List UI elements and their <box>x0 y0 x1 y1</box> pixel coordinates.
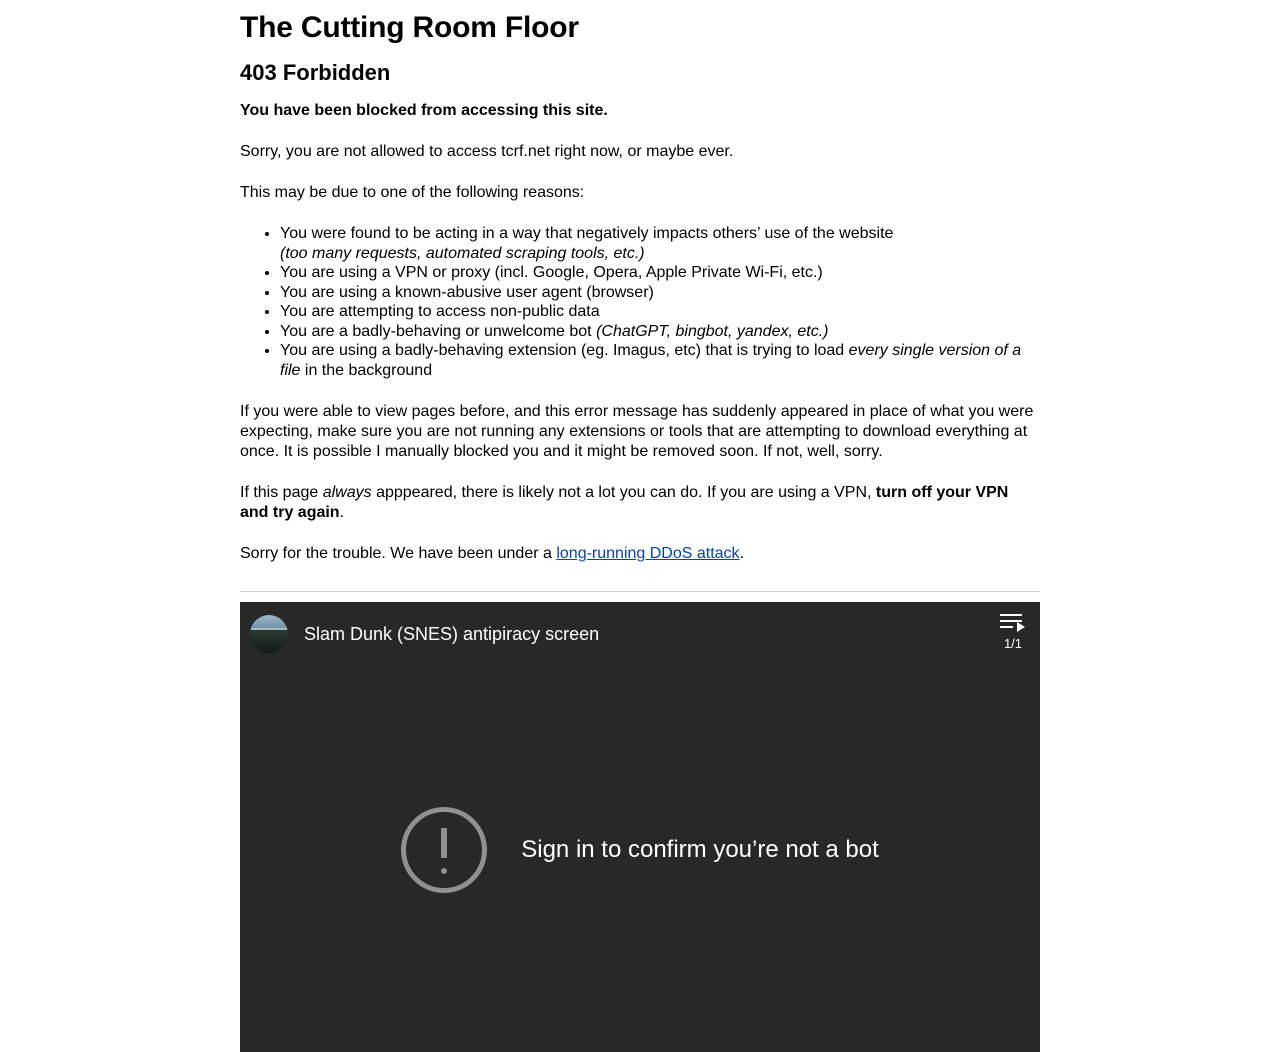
page-title: The Cutting Room Floor <box>240 11 579 44</box>
sorry-paragraph: Sorry, you are not allowed to access tcrf.net right now, or maybe ever. <box>240 143 734 160</box>
playlist-icon <box>1000 614 1026 632</box>
blocked-message: You have been blocked from accessing this site. <box>240 102 608 119</box>
list-item <box>280 263 1040 283</box>
vpn-text-before: If this page <box>240 484 323 502</box>
video-error-area <box>240 807 1040 893</box>
video-header <box>240 602 1040 666</box>
signin-message: Sign in to confirm you’re not a bot <box>521 836 879 864</box>
reason-text: You are using a badly-behaving extension (eg. Imagus, etc) that is trying to load <box>280 342 849 360</box>
trouble-text-before: Sorry for the trouble. We have been under a <box>240 545 557 563</box>
video-thumbnail-icon <box>250 615 288 653</box>
playlist-indicator[interactable] <box>1000 614 1026 651</box>
page-content <box>240 0 1040 1052</box>
list-item <box>280 302 1040 322</box>
list-item <box>280 341 1040 380</box>
vpn-text-after: . <box>339 504 345 522</box>
error-code-heading: 403 Forbidden <box>240 60 391 85</box>
reason-text: You are attempting to access non-public data <box>280 303 600 321</box>
reason-text: You are a badly-behaving or unwelcome bot <box>280 322 597 340</box>
list-item <box>280 322 1040 342</box>
reasons-intro: This may be due to one of the following reasons: <box>240 184 585 201</box>
list-item <box>280 283 1040 303</box>
warning-icon <box>401 807 487 893</box>
trouble-paragraph <box>240 544 1040 564</box>
reason-text-after: in the background <box>300 361 433 379</box>
reasons-list <box>240 224 1040 380</box>
ddos-attack-link[interactable]: long-running DDoS attack <box>556 545 740 563</box>
reason-text: You were found to be acting in a way that negatively impacts others’ use of the website <box>280 225 894 242</box>
extensions-paragraph: If you were able to view pages before, and this error message has suddenly appeared in place of what you were expecting, make sure you are not running any extensions or tools that are attempting to download everything at once. It is possible I manually blocked you and it might be removed soon. If not, well, sorry. <box>240 403 1034 461</box>
divider <box>240 591 1040 592</box>
trouble-text-after: . <box>739 545 745 563</box>
reason-note: (ChatGPT, bingbot, yandex, etc.) <box>596 322 829 340</box>
embedded-video-player[interactable] <box>240 602 1040 1052</box>
vpn-strong: turn off your VPN and try again <box>240 484 1009 522</box>
reason-text: You are using a VPN or proxy (incl. Google, Opera, Apple Private Wi-Fi, etc.) <box>280 264 823 282</box>
vpn-text-middle: apppeared, there is likely not a lot you can do. If you are using a VPN, <box>371 484 876 502</box>
playlist-count: 1/1 <box>1003 636 1023 652</box>
reason-note: (too many requests, automated scraping tools, etc.) <box>280 244 645 262</box>
list-item <box>280 224 1040 263</box>
reason-note: every single version of a file <box>280 342 1022 379</box>
vpn-paragraph <box>240 483 1040 523</box>
vpn-emphasis: always <box>322 484 372 502</box>
reason-text: You are using a known-abusive user agent (browser) <box>280 283 654 301</box>
video-title[interactable]: Slam Dunk (SNES) antipiracy screen <box>304 623 600 644</box>
